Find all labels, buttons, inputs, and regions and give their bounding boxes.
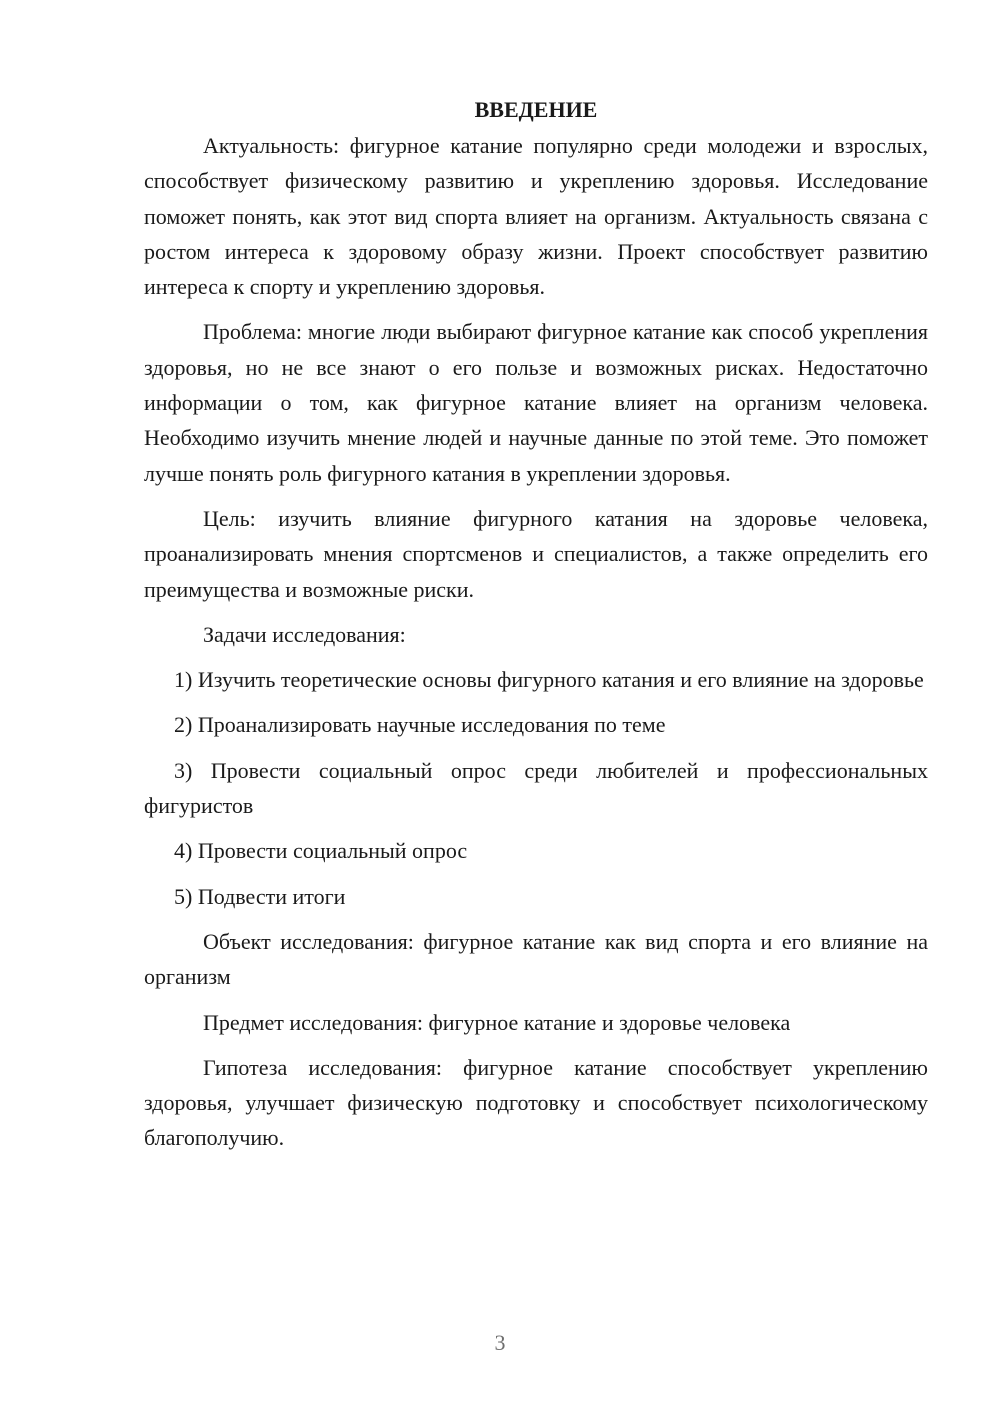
task-item-2: 2) Проанализировать научные исследования по теме	[174, 712, 666, 738]
tasks-heading: Задачи исследования:	[203, 621, 406, 647]
object-paragraph: Объект исследования: фигурное катание как вид спорта и его влияние на организм	[144, 928, 928, 990]
task-item-5: 5) Подвести итоги	[174, 883, 346, 909]
subject-paragraph: Предмет исследования: фигурное катание и здоровье человека	[203, 1009, 791, 1035]
relevance-paragraph: Актуальность: фигурное катание популярно среди молодежи и взрослых, способствует физическому развитию и укреплению здоровья. Исследование поможет понять, как этот вид спорта влияет на организм. Актуальность связана с ростом интереса к здоровому образу жизни. Проект способствует развитию интереса к спорту и укреплению здоровья.	[144, 133, 928, 300]
goal-paragraph: Цель: изучить влияние фигурного катания на здоровье человека, проанализировать мнения спортсменов и специалистов, а также определить его преимущества и возможные риски.	[144, 505, 928, 602]
task-item-1: 1) Изучить теоретические основы фигурного катания и его влияние на здоровье	[174, 667, 924, 693]
page-number: 3	[494, 1330, 506, 1355]
hypothesis-paragraph: Гипотеза исследования: фигурное катание способствует укреплению здоровья, улучшает физическую подготовку и способствует психологическому благополучию.	[144, 1054, 928, 1151]
task-item-3: 3) Провести социальный опрос среди любителей и профессиональных фигуристов	[144, 757, 928, 819]
document-page	[144, 92, 928, 1166]
task-item-4: 4) Провести социальный опрос	[174, 838, 468, 864]
page-title: ВВЕДЕНИЕ	[474, 97, 598, 122]
problem-paragraph: Проблема: многие люди выбирают фигурное катание как способ укрепления здоровья, но не все знают о его пользе и возможных рисках. Недостаточно информации о том, как фигурное катание влияет на организм человека. Необходимо изучить мнение людей и научные данные по этой теме. Это поможет лучше понять роль фигурного катания в укреплении здоровья.	[144, 319, 928, 486]
